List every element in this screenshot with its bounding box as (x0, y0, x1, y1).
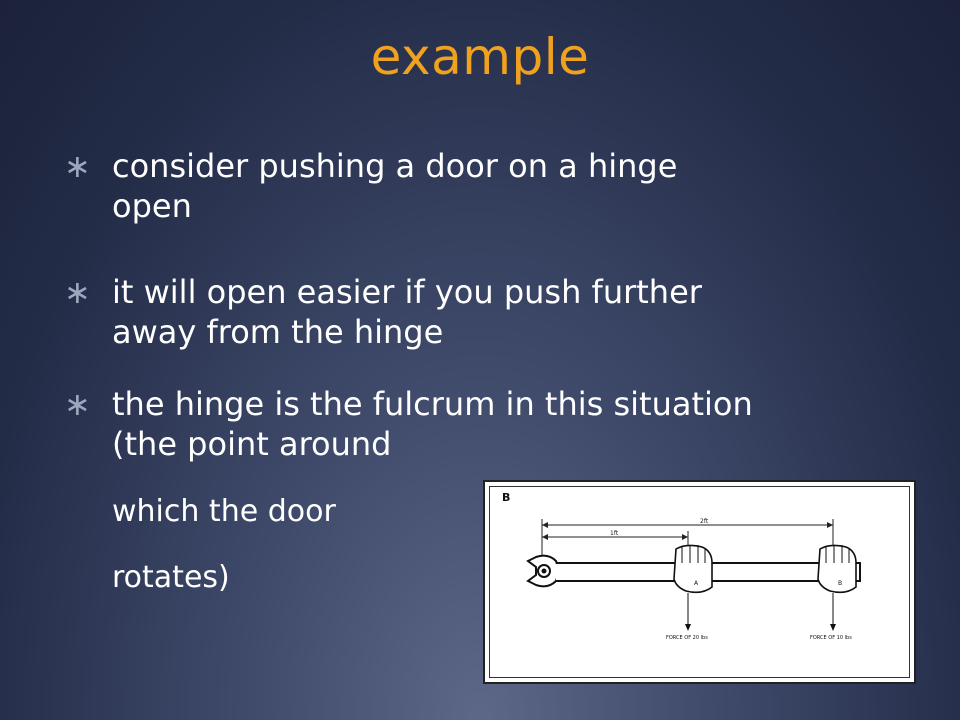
force-label-a: FORCE OF 20 lbs (666, 635, 708, 641)
continuation-line: which the door (112, 494, 336, 529)
asterisk-bullet-icon: ∗ (64, 147, 91, 185)
bullet-line: (the point around (112, 425, 392, 463)
bullet-line: consider pushing a door on a hinge (112, 147, 678, 185)
bullet-line: the hinge is the fulcrum in this situation (112, 385, 753, 423)
slide-title: example (370, 28, 590, 86)
bullet-line: it will open easier if you push further (112, 273, 702, 311)
bullet-text (112, 146, 872, 226)
asterisk-bullet-icon: ∗ (64, 273, 91, 311)
asterisk-bullet-icon: ∗ (64, 385, 91, 423)
wrench-illustration (490, 487, 913, 681)
bullet-line: open (112, 187, 192, 225)
panel-label: B (502, 491, 511, 504)
bullet-text (112, 384, 872, 464)
hand-a-icon (674, 545, 712, 592)
dim-label-2ft: 2ft (700, 518, 709, 525)
bullet-text (112, 272, 872, 352)
hand-b-icon (818, 545, 856, 592)
continuation-line: rotates) (112, 560, 230, 595)
hand-b-label: B (838, 580, 843, 587)
dim-label-1ft: 1ft (610, 530, 619, 537)
force-label-b: FORCE OF 10 lbs (810, 635, 852, 641)
bullet-line: away from the hinge (112, 313, 444, 351)
wrench-diagram (483, 480, 916, 684)
hand-a-label: A (694, 580, 699, 587)
